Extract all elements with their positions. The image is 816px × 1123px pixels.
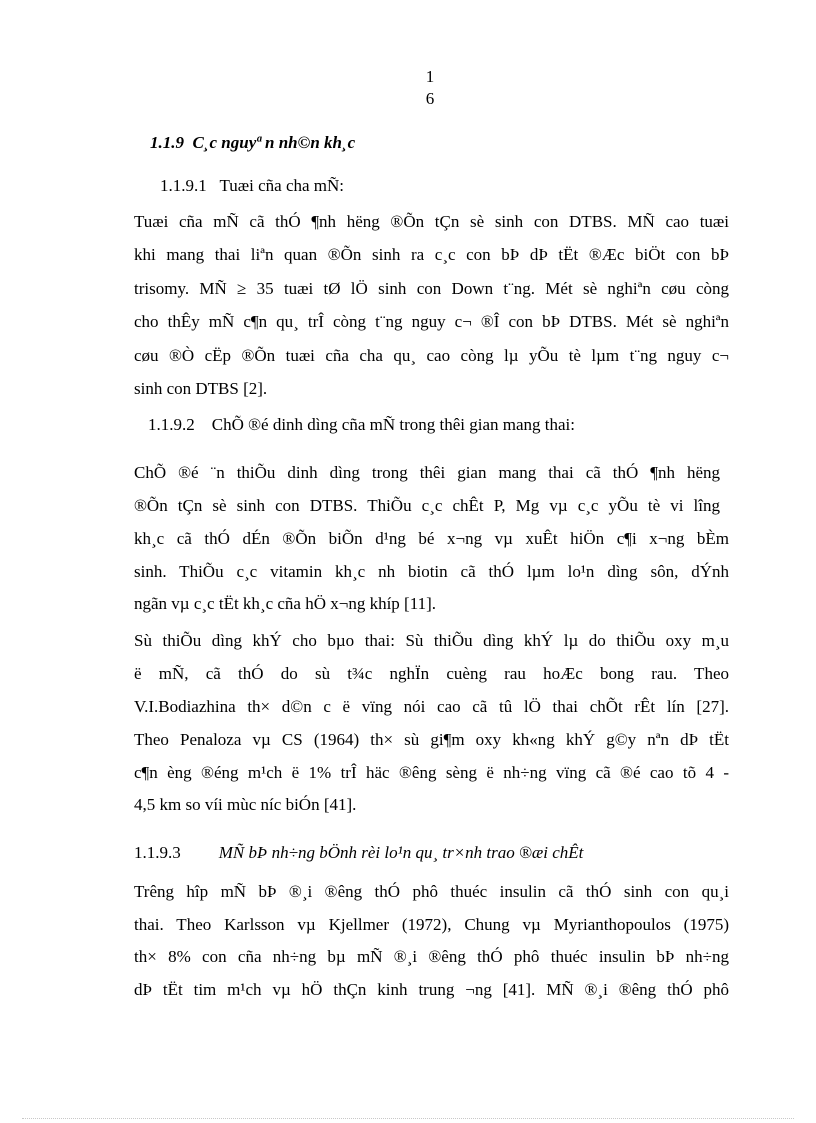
text-line: c¶n èng ®éng m¹ch ë 1% trÎ häc ®êng sèng ë nh÷ng vïng cã ®é cao tõ 4 - [134, 763, 729, 782]
text-line: sinh. ThiÕu c¸c vitamin kh¸c nh biotin cã thÓ lµm lo¹n dìng sôn, dÝnh [134, 562, 729, 581]
text-line: ®Õn tÇn sè sinh con DTBS. ThiÕu c¸c chÊt P, Mg vµ c¸c yÕu tè vi lîng [134, 496, 720, 515]
text-line: V.I.Bodiazhina th× d©n c ë vïng nói cao cã tû lÖ thai chÕt rÊt lín [27]. [134, 697, 729, 716]
text-line: ChÕ ®é ¨n thiÕu dinh dìng trong thêi gian mang thai cã thÓ ¶nh hëng [134, 463, 720, 482]
page-bottom-divider [22, 1118, 794, 1119]
text-line: ë mÑ, cã thÓ do sù t¾c nghÏn cuèng rau hoÆc bong rau. Theo [134, 664, 729, 683]
text-line: kh¸c cã thÓ dÉn ®Õn biÕn d¹ng bé x¬ng vµ xuÊt hiÖn c¶i x¬ng bÈm [134, 529, 729, 548]
section-heading [150, 133, 355, 153]
section-number: 1.1.9 [150, 133, 184, 152]
text-line: 4,5 km so víi mùc níc biÓn [41]. [134, 795, 357, 814]
text-line: ngãn vµ c¸c tËt kh¸c cña hÖ x¬ng khíp [11]. [134, 594, 436, 613]
text-line: thai. Theo Karlsson vµ Kjellmer (1972), Chung vµ Myrianthopoulos (1975) [134, 915, 729, 934]
subsection-title: Tuæi cña cha mÑ: [219, 176, 345, 195]
subsection-number: 1.1.9.3 [134, 843, 181, 862]
text-line: Trêng hîp mÑ bÞ ®¸i ®êng thÓ phô thuéc insulin cã thÓ sinh con qu¸i [134, 882, 729, 901]
text-line: Sù thiÕu dìng khÝ cho bµo thai: Sù thiÕu dìng khÝ lµ do thiÕu oxy m¸u [134, 631, 729, 650]
subsection-heading-2 [148, 415, 575, 435]
text-line: Tuæi cña mÑ cã thÓ ¶nh hëng ®Õn tÇn sè sinh con DTBS. MÑ cao tuæi [134, 212, 729, 231]
page-number-line-1: 1 [425, 67, 435, 86]
subsection-number: 1.1.9.1 [160, 176, 207, 195]
text-line: Theo Penaloza vµ CS (1964) th× sù gi¶m oxy kh«ng khÝ g©y nªn dÞ tËt [134, 730, 729, 749]
text-line: th× 8% con cña nh÷ng bµ mÑ ®¸i ®êng thÓ phô thuéc insulin bÞ nh÷ng [134, 947, 729, 966]
subsection-number: 1.1.9.2 [148, 415, 195, 434]
text-line: cøu ®Ò cËp ®Õn tuæi cña cha qu¸ cao còng lµ yÕu tè lµm t¨ng nguy c¬ [134, 346, 729, 365]
text-line: trisomy. MÑ ≥ 35 tuæi tØ lÖ sinh con Down t¨ng. Mét sè nghiªn cøu còng [134, 279, 729, 298]
subsection-heading-1 [160, 176, 344, 196]
subsection-title: MÑ bÞ nh÷ng bÖnh rèi lo¹n qu¸ tr×nh trao ®æi chÊt [218, 843, 584, 862]
subsection-heading-3 [134, 843, 583, 863]
text-line: khi mang thai liªn quan ®Õn sinh ra c¸c con bÞ dÞ tËt ®Æc biÖt con bÞ [134, 245, 729, 264]
text-line: sinh con DTBS [2]. [134, 379, 268, 398]
subsection-title: ChÕ ®é dinh dìng cña mÑ trong thêi gian mang thai: [211, 415, 575, 434]
section-title: C¸c nguyª n nh©n kh¸c [192, 133, 356, 152]
page-number-line-2: 6 [425, 89, 435, 108]
text-line: dÞ tËt tim m¹ch vµ hÖ thÇn kinh trung ¬ng [41]. MÑ ®¸i ®êng thÓ phô [134, 980, 729, 999]
text-line: cho thÊy mÑ c¶n qu¸ trÎ còng t¨ng nguy c¬ ®Î con bÞ DTBS. Mét sè nghiªn [134, 312, 729, 331]
